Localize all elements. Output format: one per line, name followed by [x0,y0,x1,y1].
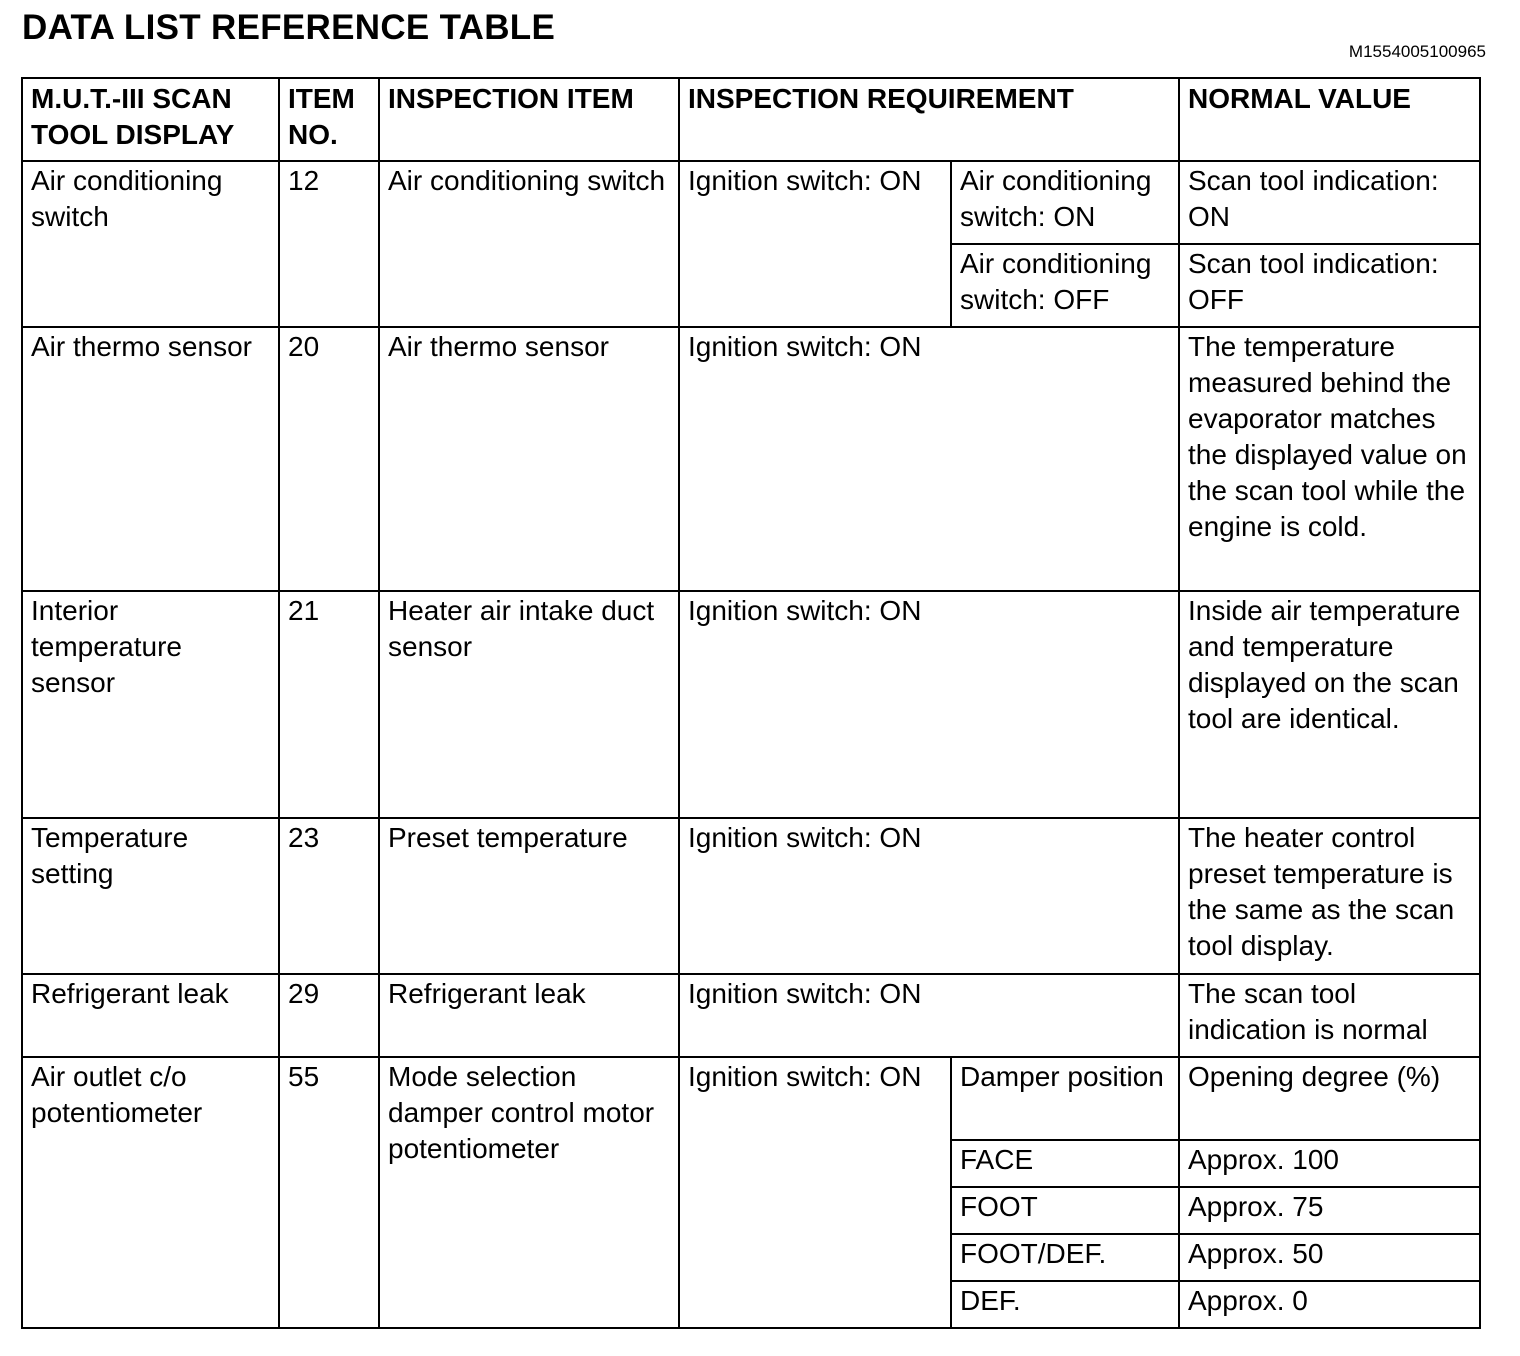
header-row [22,78,1480,161]
cell-requirement: Ignition switch: ON [679,591,1179,818]
table-row [22,591,1480,818]
cell-normal-value: Opening degree (%) [1179,1057,1480,1140]
table-row [22,161,1480,244]
cell-requirement: Ignition switch: ON [679,327,1179,591]
cell-normal-value: Approx. 50 [1179,1234,1480,1281]
cell-requirement: Ignition switch: ON [679,818,1179,974]
cell-normal-value: Approx. 75 [1179,1187,1480,1234]
cell-inspection-item: Mode selection damper control motor potentiometer [379,1057,679,1328]
cell-inspection-item: Air conditioning switch [379,161,679,327]
cell-condition: DEF. [951,1281,1179,1328]
table-row [22,327,1480,591]
header-normal-value: NORMAL VALUE [1179,78,1480,161]
cell-requirement: Ignition switch: ON [679,161,951,327]
cell-condition: Air conditioning switch: ON [951,161,1179,244]
table-row [22,974,1480,1057]
table-row [22,818,1480,974]
cell-normal-value: The scan tool indication is normal [1179,974,1480,1057]
cell-item-no: 55 [279,1057,379,1328]
cell-item-no: 21 [279,591,379,818]
cell-condition: Air conditioning switch: OFF [951,244,1179,327]
header-inspection-item: INSPECTION ITEM [379,78,679,161]
cell-item-no: 20 [279,327,379,591]
cell-inspection-item: Preset temperature [379,818,679,974]
cell-inspection-item: Air thermo sensor [379,327,679,591]
cell-display: Interior temperature sensor [22,591,279,818]
cell-condition: FACE [951,1140,1179,1187]
cell-item-no: 29 [279,974,379,1057]
header-requirement: INSPECTION REQUIREMENT [679,78,1179,161]
cell-normal-value: Approx. 100 [1179,1140,1480,1187]
cell-display: Temperature setting [22,818,279,974]
document-code: M1554005100965 [1348,42,1486,61]
cell-inspection-item: Refrigerant leak [379,974,679,1057]
cell-display: Refrigerant leak [22,974,279,1057]
cell-normal-value: Scan tool indication: OFF [1179,244,1480,327]
cell-normal-value: Scan tool indication: ON [1179,161,1480,244]
cell-normal-value: The temperature measured behind the evaporator matches the displayed value on the scan tool while the engine is cold. [1179,327,1480,591]
header-display: M.U.T.-III SCAN TOOL DISPLAY [22,78,279,161]
cell-display: Air conditioning switch [22,161,279,327]
cell-display: Air thermo sensor [22,327,279,591]
cell-requirement: Ignition switch: ON [679,974,1179,1057]
cell-requirement: Ignition switch: ON [679,1057,951,1328]
cell-inspection-item: Heater air intake duct sensor [379,591,679,818]
cell-display: Air outlet c/o potentiometer [22,1057,279,1328]
cell-normal-value: The heater control preset temperature is the same as the scan tool display. [1179,818,1480,974]
page-title: DATA LIST REFERENCE TABLE [22,8,556,47]
cell-normal-value: Inside air temperature and temperature displayed on the scan tool are identical. [1179,591,1480,818]
cell-item-no: 23 [279,818,379,974]
cell-condition: FOOT/DEF. [951,1234,1179,1281]
cell-condition: Damper position [951,1057,1179,1140]
cell-normal-value: Approx. 0 [1179,1281,1480,1328]
table-row [22,1057,1480,1140]
cell-condition: FOOT [951,1187,1179,1234]
header-item-no: ITEM NO. [279,78,379,161]
cell-item-no: 12 [279,161,379,327]
data-list-table [21,77,1481,1329]
